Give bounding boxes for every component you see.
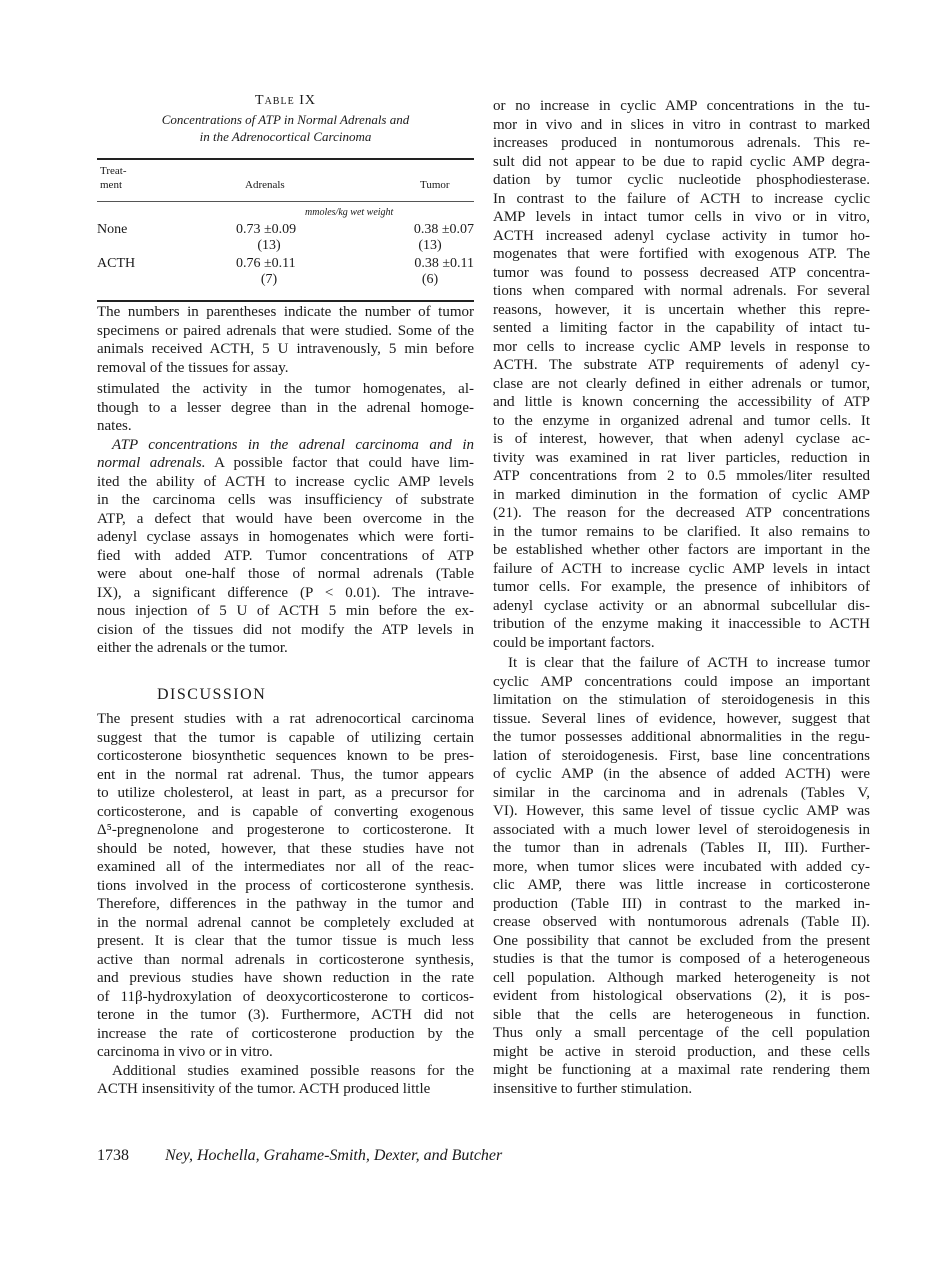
table-bottom-rule bbox=[97, 300, 474, 302]
text-line: either the adrenals or the tumor. bbox=[97, 640, 288, 656]
section-heading-discussion: DISCUSSION bbox=[157, 686, 267, 703]
text-line: nates. bbox=[97, 418, 132, 434]
text-line: clic AMP, there was little increase in corticosterone bbox=[493, 877, 870, 893]
text-line: adenyl cyclase assays in homogenates which were forti- bbox=[97, 529, 474, 545]
text-line: production (Table III) in contrast to the marked in- bbox=[493, 895, 870, 912]
text-line: limitation on the stimulation of steroidogenesis in this bbox=[493, 692, 870, 708]
text-line: tivity was examined in rat liver particles, reduction in bbox=[493, 449, 870, 466]
text-line: more, when tumor slices were incubated with added cy- bbox=[493, 858, 870, 875]
text-line: animals received ACTH, 5 U intravenously, 5 min before bbox=[97, 341, 474, 357]
text-line: removal of the tissues for assay. bbox=[97, 359, 289, 376]
text-line: It is clear that the failure of ACTH to increase tumor bbox=[508, 655, 870, 671]
text-line: One possibility that cannot be excluded from the present bbox=[493, 932, 870, 949]
text-line: ACTH increased adenyl cyclase activity in tumor ho- bbox=[493, 227, 870, 244]
text-line: tions involved in the process of corticosterone synthesis. bbox=[97, 877, 474, 894]
text-line: cyclic AMP concentrations could impose an important bbox=[493, 673, 870, 690]
table-title: Table IX bbox=[255, 93, 316, 108]
text-line: might be active in steroid production, and these cells bbox=[493, 1043, 870, 1060]
text-line: VI). However, this same level of tissue cyclic AMP was bbox=[493, 803, 870, 819]
text-line: increase the rate of corticosterone production by the bbox=[97, 1025, 474, 1042]
text-line: could be important factors. bbox=[493, 634, 655, 651]
text-line: associated with a much lower level of steroidogenesis in bbox=[493, 821, 870, 838]
text-line: is of interest, however, that when adenyl cyclase ac- bbox=[493, 431, 870, 447]
text-line: Additional studies examined possible reasons for the bbox=[112, 1062, 474, 1079]
text-line: the tumor possesses additional abnormalities in the regu- bbox=[493, 729, 870, 745]
text-line: corticosterone, and is capable of converting exogenous bbox=[97, 803, 474, 820]
run-in-heading: ATP concentrations in the adrenal carcinoma and in bbox=[112, 436, 474, 453]
text-line: stimulated the activity in the tumor homogenates, al- bbox=[97, 381, 474, 397]
paragraph bbox=[97, 436, 474, 658]
text-line: ATP concentrations from 2 to 0.5 mmoles/liter resulted bbox=[493, 468, 870, 484]
text-line: corticosterone biosynthetic sequences known to be pres- bbox=[97, 748, 474, 764]
right-column bbox=[493, 97, 870, 1098]
text-line: studies is that the tumor is composed of a heterogeneous bbox=[493, 951, 870, 967]
text-line: suggest that the tumor is capable of utilizing certain bbox=[97, 729, 474, 746]
run-in-heading: normal adrenals. bbox=[97, 455, 206, 471]
text-line: might be functioning at a maximal rate rendering them bbox=[493, 1062, 870, 1078]
text-line: failure of ACTH to increase cyclic AMP levels in intact bbox=[493, 560, 870, 577]
text-line: insensitive to further stimulation. bbox=[493, 1080, 693, 1097]
text-line: and previous studies have shown reduction in the rate bbox=[97, 970, 474, 986]
text-line: ent in the normal rat adrenal. Thus, the tumor appears bbox=[97, 766, 474, 783]
row-tumor-n: (13) bbox=[418, 238, 442, 253]
text-line: (21). The reason for the decreased ATP concentrations bbox=[493, 505, 870, 521]
text-line: in marked diminution in the formation of cyclic AMP bbox=[493, 486, 870, 503]
header-adrenals: Adrenals bbox=[245, 179, 285, 191]
paragraph bbox=[97, 380, 474, 436]
text-line: clase are not clearly defined in either adrenals or tumor, bbox=[493, 375, 870, 392]
text-line: should be noted, however, that these studies have not bbox=[97, 840, 474, 857]
text-line: In contrast to the failure of ACTH to increase cyclic bbox=[493, 190, 870, 207]
paragraph bbox=[493, 97, 870, 652]
text-line: in the tumor remains to be clarified. It also remains to bbox=[493, 523, 870, 540]
text-line: present. It is clear that the tumor tissue is much less bbox=[97, 933, 474, 949]
text-line: though to a lesser degree than in the adrenal homoge- bbox=[97, 399, 474, 416]
text-line: examined all of the intermediates nor all of the reac- bbox=[97, 859, 474, 875]
row-tumor-value: 0.38 ±0.07 bbox=[413, 222, 474, 237]
paragraph bbox=[97, 1062, 474, 1099]
paragraph bbox=[493, 654, 870, 1098]
row-tumor-n: (6) bbox=[421, 272, 439, 287]
left-column-upper bbox=[97, 380, 474, 658]
text-line: sible that the cells are heterogeneous in function. bbox=[493, 1006, 870, 1023]
text-line: tumor cells. For example, the presence of inhibitors of bbox=[493, 579, 870, 595]
text-line: carcinoma in vivo or in vitro. bbox=[97, 1044, 273, 1060]
left-column-lower bbox=[97, 710, 474, 1099]
text-line: similar in the carcinoma and in adrenals (Tables V, bbox=[493, 784, 870, 801]
text-line: adenyl cyclase activity or an abnormal subcellular dis- bbox=[493, 597, 870, 614]
text-line: ited the ability of ACTH to increase cyclic AMP levels bbox=[97, 473, 474, 490]
text-run: A possible factor that could have lim- bbox=[205, 455, 475, 471]
paragraph bbox=[97, 710, 474, 1062]
text-line: Thus only a small percentage of the cell population bbox=[493, 1025, 870, 1041]
table-unit: mmoles/kg wet weight bbox=[305, 207, 394, 218]
text-line: mor in vivo and in slices in vitro in contrast to marked bbox=[493, 116, 870, 133]
text-line: ACTH. The substrate ATP requirements of adenyl cy- bbox=[493, 357, 870, 373]
text-line: tissue. Several lines of evidence, however, suggest that bbox=[493, 710, 870, 727]
text-line: cell population. Although marked heterogeneity is not bbox=[493, 969, 870, 986]
text-line: of 11β-hydroxylation of deoxycorticosterone to corticos- bbox=[97, 988, 474, 1005]
text-line: lation of steroidogenesis. First, base line concentrations bbox=[493, 747, 870, 764]
table-top-rule bbox=[97, 158, 474, 160]
text-line: mogenates that were fortified with exogenous ATP. The bbox=[493, 246, 870, 262]
text-line: or no increase in cyclic AMP concentrations in the tu- bbox=[493, 98, 870, 114]
text-line: sented a limiting factor in the capability of intact tu- bbox=[493, 320, 870, 336]
row-adrenals-value: 0.73 ±0.09 bbox=[236, 222, 297, 237]
text-line: specimens or paired adrenals that were studied. Some of the bbox=[97, 322, 474, 339]
text-line: terone in the tumor (3). Furthermore, ACTH did not bbox=[97, 1007, 474, 1023]
text-line: evident from histological observations (2), it is pos- bbox=[493, 988, 870, 1004]
text-line: and little is known concerning the accessibility of ATP bbox=[493, 394, 870, 410]
text-line: in the normal adrenal cannot be completely excluded at bbox=[97, 914, 474, 931]
text-line: tribution of the enzyme making it inaccessible to ACTH bbox=[493, 616, 870, 632]
row-treatment: None bbox=[97, 222, 128, 237]
text-line: the tumor than in adrenals (Tables II, III). Further- bbox=[493, 840, 870, 856]
text-line: mor cells to increase cyclic AMP levels in response to bbox=[493, 338, 870, 355]
table-header-rule bbox=[97, 201, 474, 202]
row-adrenals-n: (13) bbox=[257, 238, 281, 253]
text-line: to utilize cholesterol, at least in part, as a precursor for bbox=[97, 785, 474, 801]
text-line bbox=[97, 454, 474, 473]
text-line: dation by tumor cyclic nucleotide phosphodiesterase. bbox=[493, 172, 870, 188]
text-line: ATP, a defect that would have been overcome in the bbox=[97, 510, 474, 527]
text-line: crease observed with nontumorous adrenals (Table II). bbox=[493, 914, 870, 930]
text-line: The numbers in parentheses indicate the number of tumor bbox=[97, 304, 474, 320]
text-line: to the enzyme in organized adrenal and tumor cells. It bbox=[493, 412, 870, 429]
text-line: tions when compared with normal adrenals. For several bbox=[493, 283, 870, 299]
text-line: Therefore, differences in the pathway in the tumor and bbox=[97, 896, 474, 912]
text-line: Δ⁵-pregnenolone and progesterone to corticosterone. It bbox=[97, 822, 474, 838]
page-number: 1738 bbox=[97, 1147, 129, 1164]
text-line: active than normal adrenals in corticosterone synthesis, bbox=[97, 951, 474, 968]
row-treatment: ACTH bbox=[97, 256, 136, 271]
table-caption-line: in the Adrenocortical Carcinoma bbox=[199, 129, 372, 144]
text-line: nous injection of 5 U of ACTH 5 min before the ex- bbox=[97, 603, 474, 619]
text-line: fied with added ATP. Tumor concentrations of ATP bbox=[97, 547, 474, 564]
row-adrenals-value: 0.76 ±0.11 bbox=[236, 256, 296, 271]
text-line: in the carcinoma cells was insufficiency of substrate bbox=[97, 492, 474, 508]
header-treatment-line2: ment bbox=[100, 179, 122, 191]
running-footer-authors: Ney, Hochella, Grahame-Smith, Dexter, and Butcher bbox=[165, 1147, 503, 1164]
text-line: of cyclic AMP (in the absence of added ACTH) were bbox=[493, 766, 870, 782]
table-caption-line: Concentrations of ATP in Normal Adrenals and bbox=[161, 112, 410, 127]
header-tumor: Tumor bbox=[420, 179, 450, 191]
row-tumor-value: 0.38 ±0.11 bbox=[414, 256, 474, 271]
text-line bbox=[97, 436, 474, 455]
text-line: be established whether other factors are important in the bbox=[493, 542, 870, 558]
text-line: cision of the tissues did not modify the ATP levels in bbox=[97, 621, 474, 638]
text-line: tumor was found to possess decreased ATP concentra- bbox=[493, 264, 870, 281]
text-line: ACTH insensitivity of the tumor. ACTH produced little bbox=[97, 1081, 431, 1097]
text-line: increases produced in nontumorous adrenals. This re- bbox=[493, 135, 870, 151]
text-line: IX), a significant difference (P < 0.01). The intrave- bbox=[97, 584, 474, 601]
table-footnote bbox=[97, 304, 474, 378]
header-treatment-line1: Treat- bbox=[100, 165, 127, 177]
row-adrenals-n: (7) bbox=[260, 272, 278, 287]
text-line: The present studies with a rat adrenocortical carcinoma bbox=[97, 711, 474, 727]
text-line: reasons, however, it is uncertain whether this repre- bbox=[493, 301, 870, 318]
text-line: were about one-half those of normal adrenals (Table bbox=[97, 566, 474, 582]
text-line: sult did not appear to be due to rapid cyclic AMP degra- bbox=[493, 153, 870, 170]
text-line: AMP levels in intact tumor cells in vivo or in vitro, bbox=[493, 209, 870, 225]
